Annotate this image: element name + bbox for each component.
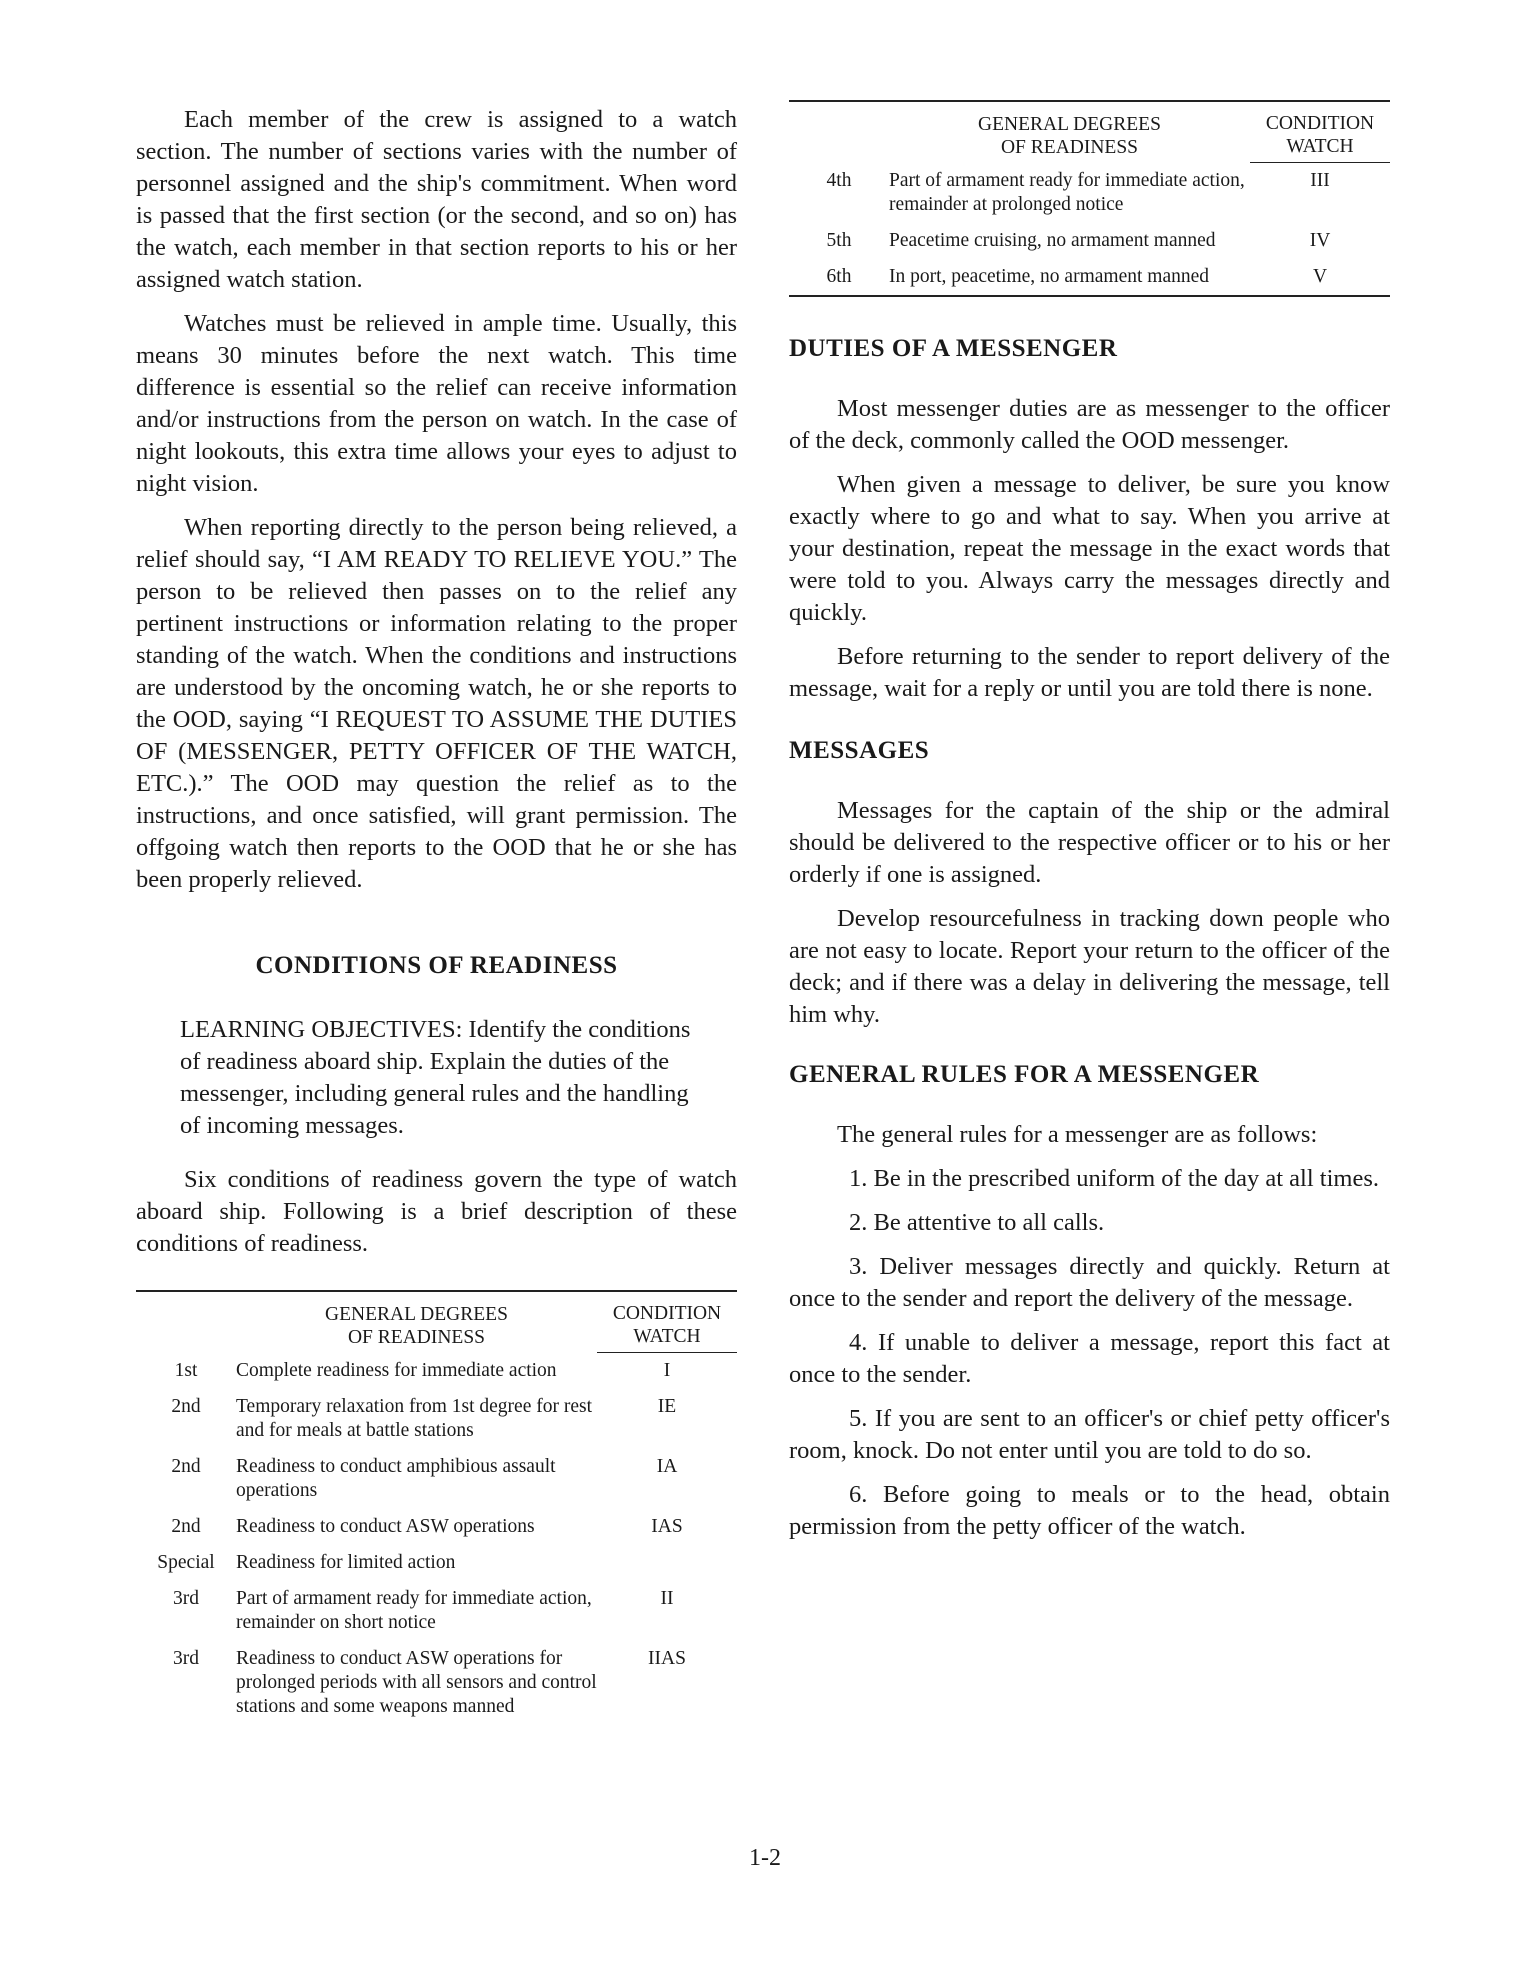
section-heading-general-rules: GENERAL RULES FOR A MESSENGER [789, 1060, 1260, 1088]
paragraph-relief-procedure: When reporting directly to the person being relieved, a relief should say, “I AM READY TO RELIEVE YOU.” The person to be relieved then passes on to the relief any pertinent instructions or information relating to the proper standing of the watch. When the conditions and instructions are understood by the oncoming watch, he or she reports to the OOD, saying “I REQUEST TO ASSUME THE DUTIES OF (MESSENGER, PETTY OFFICER OF THE WATCH, ETC.).” The OOD may question the relief as to the instructions, and once satisfied, will grant permission. The offgoing watch then reports to the OOD that he or she has been properly relieved. [136, 514, 737, 893]
table-row: 1st Complete readiness for immediate action I [174, 1359, 671, 1381]
paragraph-rules-intro: The general rules for a messenger are as follows: [837, 1120, 1318, 1148]
rule-item: 1. Be in the prescribed uniform of the day at all times. [849, 1164, 1380, 1192]
section-heading-duties: DUTIES OF A MESSENGER [789, 334, 1118, 362]
table-row: 4th Part of armament ready for immediate action, remainder at prolonged notice III [826, 169, 1330, 215]
header-watch: CONDITION WATCH [1250, 101, 1390, 163]
paragraph-duties-2: When given a message to deliver, be sure you know exactly where to go and what to say. When you arrive at your destination, repeat the message in the exact words that were told to you. Always carry the messages directly and quickly. [789, 470, 1390, 626]
header-watch: CONDITION WATCH [597, 1291, 737, 1353]
paragraph-conditions-intro: Six conditions of readiness govern the type of watch aboard ship. Following is a brief description of these conditions of readiness. [136, 1166, 737, 1257]
readiness-table-part1 [136, 1290, 737, 1725]
header-degrees: GENERAL DEGREES OF READINESS [978, 113, 1161, 158]
paragraph-watch-sections: Each member of the crew is assigned to a watch section. The number of sections varies with the number of personnel assigned and the ship's commitment. When word is passed that the first section (or the second, and so on) has the watch, each member in that section reports to his or her assigned watch station. [136, 106, 737, 293]
rule-item: 5. If you are sent to an officer's or chief petty officer's room, knock. Do not enter until you are told to do so. [789, 1404, 1390, 1464]
section-heading-conditions: CONDITIONS OF READINESS [255, 952, 618, 979]
section-heading-messages: MESSAGES [789, 736, 930, 764]
table-row: 5th Peacetime cruising, no armament manned IV [826, 229, 1331, 251]
rule-item: 3. Deliver messages directly and quickly. Return at once to the sender and report the delivery of the message. [789, 1252, 1390, 1312]
rule-item: 2. Be attentive to all calls. [849, 1208, 1105, 1236]
readiness-table-part2 [789, 100, 1390, 297]
page-number: 1-2 [749, 1845, 781, 1871]
paragraph-messages-2: Develop resourcefulness in tracking down people who are not easy to locate. Report your return to the officer of the deck; and if there was a delay in delivering the message, tell him why. [789, 904, 1390, 1028]
table-row: 2nd Readiness to conduct amphibious assault operations IA [171, 1456, 678, 1501]
learning-objectives: LEARNING OBJECTIVES: Identify the conditions of readiness aboard ship. Explain the duties of the messenger, including general rules and the handling of incoming messages. [180, 1016, 691, 1139]
table-row: 2nd Readiness to conduct ASW operations IAS [171, 1516, 683, 1537]
paragraph-relieving-time: Watches must be relieved in ample time. Usually, this means 30 minutes before the next watch. This time difference is essential so the relief can receive information and/or instructions from the person on watch. In the case of night lookouts, this extra time allows your eyes to adjust to night vision. [136, 310, 737, 497]
header-degrees: GENERAL DEGREES OF READINESS [325, 1303, 508, 1348]
paragraph-duties-3: Before returning to the sender to report delivery of the message, wait for a reply or until you are told there is none. [789, 642, 1390, 702]
paragraph-messages-1: Messages for the captain of the ship or the admiral should be delivered to the respective officer or to his or her orderly if one is assigned. [789, 796, 1390, 888]
rule-item: 6. Before going to meals or to the head, obtain permission from the petty officer of the watch. [789, 1480, 1390, 1540]
table-row: 2nd Temporary relaxation from 1st degree for rest and for meals at battle stations IE [171, 1396, 677, 1441]
rule-item: 4. If unable to deliver a message, report this fact at once to the sender. [789, 1328, 1390, 1388]
table-row: 3rd Readiness to conduct ASW operations for prolonged periods with all sensors and control stations and some weapons manned IIAS [173, 1648, 686, 1717]
table-row: 3rd Part of armament ready for immediate action, remainder on short notice II [173, 1588, 674, 1633]
paragraph-duties-1: Most messenger duties are as messenger to the officer of the deck, commonly called the OOD messenger. [789, 394, 1390, 454]
left-column [136, 104, 737, 1725]
right-column [789, 100, 1390, 1555]
table-row: 6th In port, peacetime, no armament manned V [826, 265, 1328, 287]
table-row: Special Readiness for limited action [157, 1552, 456, 1573]
